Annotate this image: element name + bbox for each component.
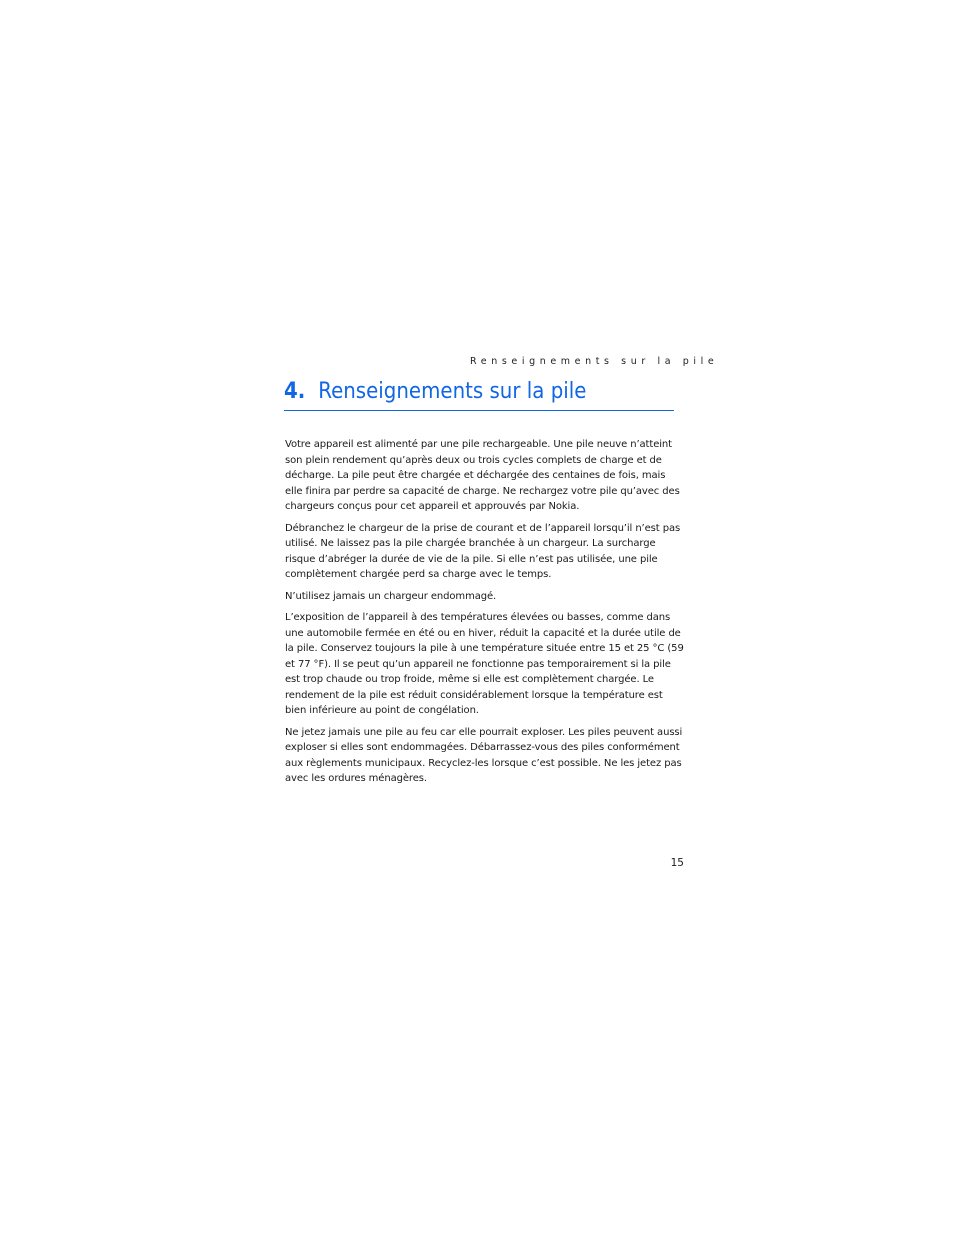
paragraph-unplug-charger: Débranchez le chargeur de la prise de courant et de l’appareil lorsqu’il n’est pas utilisé. Ne laissez pas la pile chargée branchée à un chargeur. La surcharge risque d’abréger la durée de vie de la pile. Si elle n’est pas utilisée, une pile complètement chargée perd sa charge avec le temps. <box>285 522 681 580</box>
paragraph-damaged-charger: N’utilisez jamais un chargeur endommagé. <box>285 590 497 602</box>
paragraph-disposal: Ne jetez jamais une pile au feu car elle pourrait exploser. Les piles peuvent aussi exploser si elles sont endommagées. Débarrassez-vous des piles conformément aux règlements municipaux. Recyclez-les lorsque c’est possible. Ne les jetez pas avec les ordures ménagères. <box>285 726 683 784</box>
chapter-number: 4. <box>284 379 306 404</box>
page-number: 15 <box>670 857 684 869</box>
heading-divider <box>284 410 674 411</box>
paragraph-temperature: L’exposition de l’appareil à des températures élevées ou basses, comme dans une automobile fermée en été ou en hiver, réduit la capacité et la durée utile de la pile. Conservez toujours la pile à une température située entre 15 et 25 °C (59 et 77 °F). Il se peut qu’un appareil ne fonctionne pas temporairement si la pile est trop chaude ou trop froide, même si elle est complètement chargée. Le rendement de la pile est réduit considérablement lorsque la température est bien inférieure au point de congélation. <box>285 612 684 716</box>
paragraph-battery-intro: Votre appareil est alimenté par une pile rechargeable. Une pile neuve n’atteint son plein rendement qu’après deux ou trois cycles complets de charge et de décharge. La pile peut être chargée et déchargée des centaines de fois, mais elle finira par perdre sa capacité de charge. Ne rechargez votre pile qu’avec des chargeurs conçus pour cet appareil et approuvés par Nokia. <box>285 439 680 512</box>
body-text <box>285 437 685 793</box>
running-header: Renseignements sur la pile <box>470 356 719 367</box>
chapter-title: Renseignements sur la pile <box>318 379 587 404</box>
chapter-heading <box>284 376 635 408</box>
